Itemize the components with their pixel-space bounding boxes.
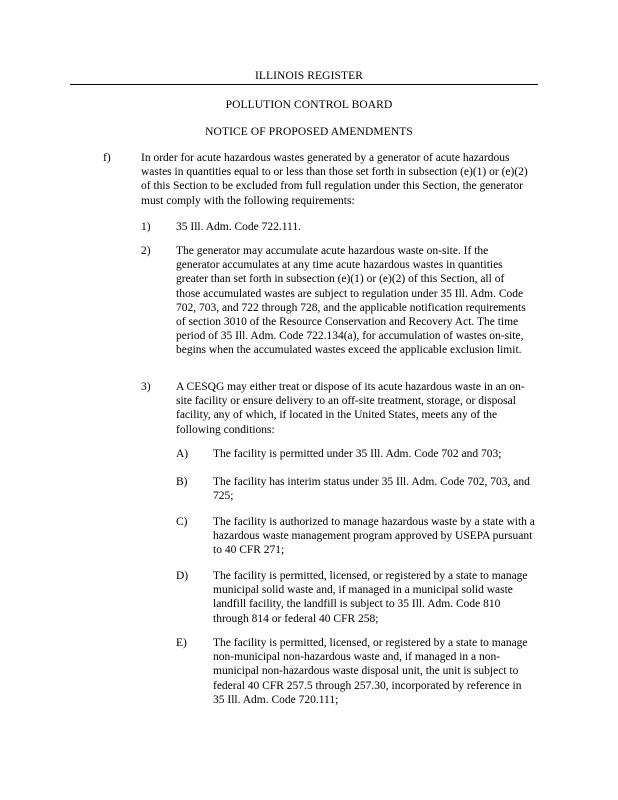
item-2-text: The generator may accumulate acute hazardous waste on-site. If the generator accumulates at any time acute hazardous wastes in quantities greater than set forth in subsection (e)(1) or (e)(2) of this Section, all of those accumulated wastes are subject to regulation under 35 Ill. Adm. Code 702, 703, and 722 through 728, and the applicable notification requirements of section 3010 of the Resource Conservation and Recovery Act. The time period of 35 Ill. Adm. Code 722.134(a), for accumulation of wastes on-site, begins when the accumulated wastes exceed the applicable exclusion limit. — [176, 245, 526, 357]
item-2-label: 2) — [141, 245, 151, 257]
subitem-d-label: D) — [176, 570, 189, 582]
item-1-label: 1) — [141, 221, 151, 233]
item-3-label: 3) — [141, 381, 151, 393]
subitem-d-text: The facility is permitted, licensed, or registered by a state to manage municipal solid waste and, if managed in a municipal solid waste landfill facility, the landfill is subject to 35 Ill. Adm. Code 810 through 814 or federal 40 CFR 258; — [213, 570, 528, 625]
subitem-b-label: B) — [176, 476, 188, 488]
board-title: POLLUTION CONTROL BOARD — [225, 99, 393, 111]
notice-title: NOTICE OF PROPOSED AMENDMENTS — [205, 126, 413, 138]
item-3-text: A CESQG may either treat or dispose of its acute hazardous waste in an on-site facility or ensure delivery to an off-site treatment, storage, or disposal facility, any of which, if located in the United States, meets any of the following conditions: — [176, 381, 525, 436]
header-rule — [70, 84, 538, 85]
subitem-e-text: The facility is permitted, licensed, or registered by a state to manage non-municipal non-hazardous waste and, if managed in a non-municipal non-hazardous waste disposal unit, the unit is subject to federal 40 CFR 257.5 through 257.30, incorporated by reference in 35 Ill. Adm. Code 720.111; — [213, 637, 528, 706]
section-f-label: f) — [103, 152, 111, 164]
subitem-c-text: The facility is authorized to manage hazardous waste by a state with a hazardous waste management program approved by USEPA pursuant to 40 CFR 271; — [213, 516, 535, 557]
subitem-a-label: A) — [176, 448, 189, 460]
subitem-b-text: The facility has interim status under 35 Ill. Adm. Code 702, 703, and 725; — [213, 476, 530, 503]
subitem-e-label: E) — [176, 637, 187, 649]
subitem-c-label: C) — [176, 516, 188, 528]
register-title: ILLINOIS REGISTER — [254, 70, 364, 82]
section-f-text: In order for acute hazardous wastes generated by a generator of acute hazardous wastes in quantities equal to or less than those set forth in subsection (e)(1) or (e)(2) of this Section to be excluded from full regulation under this Section, the generator must comply with the following requirements: — [141, 152, 528, 207]
item-1-text: 35 Ill. Adm. Code 722.111. — [176, 221, 302, 233]
subitem-a-text: The facility is permitted under 35 Ill. Adm. Code 702 and 703; — [213, 448, 502, 460]
